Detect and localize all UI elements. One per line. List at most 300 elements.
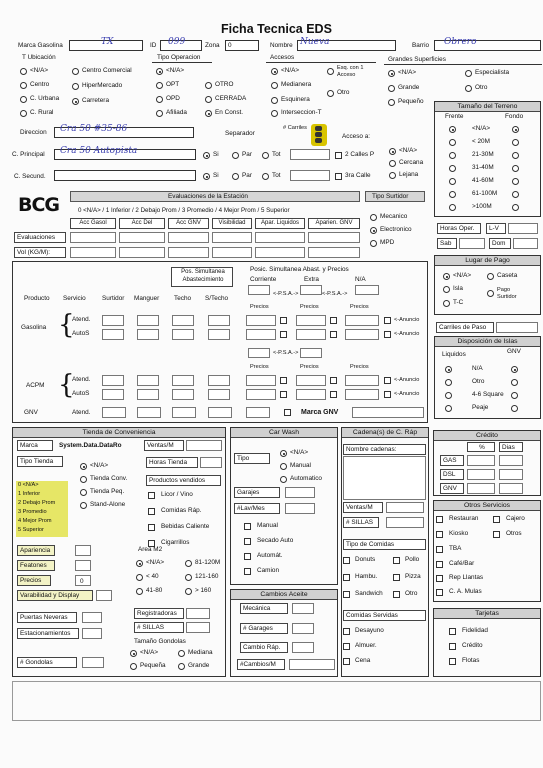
comida-check[interactable]: [393, 591, 400, 598]
accesos-title: Accesos: [270, 54, 295, 61]
eval-cell[interactable]: [308, 232, 360, 243]
disposicion-row-label: N/A: [472, 365, 483, 372]
anuncio-label: <-Anuncio: [394, 377, 420, 383]
ubicacion-cc-radio[interactable]: [72, 68, 79, 75]
tipoop-opt-radio[interactable]: [156, 82, 163, 89]
area-label: Area M2: [138, 546, 163, 553]
precio-cell[interactable]: [102, 315, 124, 326]
principal-par-radio[interactable]: [232, 152, 239, 159]
carwash-check-label: Secado Auto: [257, 537, 294, 544]
accesos-interseccion-radio[interactable]: [271, 110, 278, 117]
precio-value-cell[interactable]: [345, 375, 379, 386]
accesos-medianera-radio[interactable]: [271, 82, 278, 89]
carriles-pago-field[interactable]: [496, 322, 538, 333]
na-label: N/A: [355, 276, 366, 283]
tipoop-otro-radio[interactable]: [205, 82, 212, 89]
si-label: Si: [213, 172, 219, 179]
cambio-rap-label: Cambio Ráp.: [240, 642, 288, 653]
frente-radio[interactable]: [449, 152, 456, 159]
precio-value-cell[interactable]: [246, 375, 276, 386]
surtidor-mpd-radio[interactable]: [370, 240, 377, 247]
corriente-label: Corriente: [250, 276, 277, 283]
comida-check[interactable]: [343, 574, 350, 581]
pago-na-radio[interactable]: [443, 273, 450, 280]
gnv-check[interactable]: [284, 409, 291, 416]
servida-check[interactable]: [343, 658, 350, 665]
carwash-manual-radio[interactable]: [280, 463, 287, 470]
precio-cell[interactable]: [208, 375, 230, 386]
acceso-cercana-radio[interactable]: [389, 160, 396, 167]
dos-calles-label: 2 Calles P: [345, 151, 375, 158]
garajes-field[interactable]: [285, 487, 315, 498]
anuncio-check[interactable]: [384, 377, 391, 384]
producto-label: Cigarrillos: [161, 539, 190, 546]
surtidor-mecanico-radio[interactable]: [370, 214, 377, 221]
comida-check[interactable]: [393, 574, 400, 581]
precio-value-cell[interactable]: [246, 389, 276, 400]
barrio-value: Obrero: [444, 37, 477, 47]
tienda-tipo-radio[interactable]: [80, 476, 87, 483]
tipoop-opt-label: Afiliada: [166, 109, 187, 116]
mecanica-field[interactable]: [292, 603, 314, 614]
psa-label: <-P.S.A.->: [322, 291, 348, 297]
precio-cell[interactable]: [208, 315, 230, 326]
carriles-pago-label: Carriles de Paso: [436, 322, 494, 333]
grandes-grande-radio[interactable]: [388, 85, 395, 92]
servida-check[interactable]: [343, 643, 350, 650]
tienda-eval-label: Varabilidad y Display: [17, 590, 93, 601]
psa-label: <-P.S.A.->: [273, 291, 299, 297]
gnv-radio[interactable]: [511, 392, 518, 399]
pago-isla-radio[interactable]: [443, 286, 450, 293]
otros-check[interactable]: [493, 531, 500, 538]
garages-field[interactable]: [292, 623, 314, 634]
precio-check[interactable]: [280, 391, 287, 398]
otros-check[interactable]: [436, 516, 443, 523]
precio-value-cell[interactable]: [296, 315, 326, 326]
ubicacion-na-radio[interactable]: [20, 68, 27, 75]
lv-field[interactable]: [508, 223, 538, 234]
notes-area[interactable]: [12, 681, 541, 721]
gondola-na-radio[interactable]: [130, 650, 137, 657]
pago-tc-radio[interactable]: [443, 300, 450, 307]
producto-check[interactable]: [148, 492, 155, 499]
sab-label: Sab: [437, 238, 457, 249]
grandes-especialista-radio[interactable]: [465, 70, 472, 77]
area-label: 41-80: [146, 587, 163, 594]
credito-pct-field[interactable]: [467, 469, 495, 480]
cadena-ventas-field[interactable]: [386, 502, 424, 513]
gondola-mediana-radio[interactable]: [178, 650, 185, 657]
principal-tot-radio[interactable]: [262, 152, 269, 159]
tercera-calle-check[interactable]: [335, 173, 342, 180]
carwash-check[interactable]: [244, 553, 251, 560]
acpm-psa-cell[interactable]: [300, 348, 322, 358]
gas-psa-cell[interactable]: [355, 285, 379, 295]
area-radio[interactable]: [136, 588, 143, 595]
precio-value-cell[interactable]: [296, 375, 326, 386]
vol-cell[interactable]: [212, 247, 252, 258]
anuncio-check[interactable]: [384, 391, 391, 398]
ubicacion-rural-radio[interactable]: [20, 110, 27, 117]
tarjeta-check[interactable]: [449, 643, 456, 650]
precio-cell[interactable]: [208, 329, 230, 340]
gnv-radio[interactable]: [511, 366, 518, 373]
comida-label: Donuts: [355, 556, 376, 563]
tipoop-afiliada-radio[interactable]: [156, 110, 163, 117]
credito-dias-field[interactable]: [499, 483, 523, 494]
otros-label: C. A. Mulas: [449, 588, 482, 595]
pos-sim-label: Pos. Simultanea Abastecimiento: [171, 267, 233, 287]
area-radio[interactable]: [136, 560, 143, 567]
disposicion-title: Disposición de Islas: [435, 337, 540, 347]
accesos-opt-label: Interseccion-T: [281, 109, 322, 116]
precio-value-cell[interactable]: [246, 315, 276, 326]
precio-cell[interactable]: [137, 329, 159, 340]
precio-cell[interactable]: [102, 375, 124, 386]
gnv-cell[interactable]: [246, 407, 270, 418]
liquidos-radio[interactable]: [445, 379, 452, 386]
ubicacion-hiper-radio[interactable]: [72, 83, 79, 90]
carwash-na-radio[interactable]: [280, 450, 287, 457]
grandes-title: Grandes Superficies: [388, 56, 446, 63]
otros-check[interactable]: [436, 589, 443, 596]
precio-check[interactable]: [280, 377, 287, 384]
credito-pct-field[interactable]: [467, 483, 495, 494]
cadena-title: Cadena(s) de C. Ráp: [342, 428, 428, 438]
eval-col-header: Apar. Liquidos: [255, 218, 305, 229]
surtidor-electronico-radio[interactable]: [370, 227, 377, 234]
si-label: Si: [213, 151, 219, 158]
gas-psa-cell[interactable]: [248, 285, 270, 295]
cambios-m-field[interactable]: [289, 659, 335, 670]
credito-dias-field[interactable]: [499, 455, 523, 466]
tipoop-opd-radio[interactable]: [156, 96, 163, 103]
tarjeta-check[interactable]: [449, 658, 456, 665]
comida-label: Hambu.: [355, 573, 378, 580]
tienda-eval-field[interactable]: [96, 590, 112, 601]
precio-value-cell[interactable]: [296, 389, 326, 400]
precio-check[interactable]: [330, 377, 337, 384]
nombre-value: Nueva: [300, 37, 330, 47]
pago-opt-label: Isla: [453, 285, 463, 292]
lugar-pago-section: [434, 255, 541, 315]
liquidos-radio[interactable]: [445, 405, 452, 412]
precio-col-header: Manguer: [134, 295, 160, 302]
acceso-cercana-label: Cercana: [399, 159, 424, 166]
gnv-row-label: GNV: [24, 409, 38, 416]
accesos-opt-label: Medianera: [281, 81, 312, 88]
form-title: Ficha Tecnica EDS: [221, 22, 332, 36]
ubicacion-urbana-radio[interactable]: [20, 96, 27, 103]
lav-mes-field[interactable]: [285, 503, 315, 514]
servida-check[interactable]: [343, 628, 350, 635]
area-radio[interactable]: [136, 574, 143, 581]
frente-radio[interactable]: [449, 191, 456, 198]
gondola-opt-label: <N/A>: [140, 649, 159, 656]
precio-cell[interactable]: [102, 389, 124, 400]
fondo-radio[interactable]: [512, 191, 519, 198]
par-label: Par: [242, 151, 252, 158]
accesos-esq1-radio[interactable]: [327, 68, 334, 75]
gnv-cell[interactable]: [137, 407, 161, 418]
precio-value-cell[interactable]: [345, 315, 379, 326]
eval-cell[interactable]: [70, 232, 116, 243]
acpm-label: ACPM: [26, 382, 45, 389]
tienda-tipo-radio[interactable]: [80, 502, 87, 509]
liquidos-radio[interactable]: [445, 392, 452, 399]
grandes-pequeno-radio[interactable]: [388, 99, 395, 106]
pago-surtidor-radio[interactable]: [487, 290, 494, 297]
lugar-pago-title: Lugar de Pago: [435, 256, 540, 266]
area-radio[interactable]: [185, 588, 192, 595]
grandes-na-radio[interactable]: [388, 70, 395, 77]
frente-radio[interactable]: [449, 126, 456, 133]
tipoop-opt-label: OPT: [166, 81, 180, 88]
credito-dias-field[interactable]: [499, 469, 523, 480]
precio-cell[interactable]: [172, 375, 194, 386]
area-radio[interactable]: [185, 574, 192, 581]
precio-check[interactable]: [280, 331, 287, 338]
tarjeta-check[interactable]: [449, 628, 456, 635]
tipoop-opt-label: En Const.: [215, 109, 244, 116]
tipoop-enconst-radio[interactable]: [205, 110, 212, 117]
tienda-ventas-field[interactable]: [186, 440, 222, 451]
fondo-radio[interactable]: [512, 139, 519, 146]
gnv-radio[interactable]: [511, 379, 518, 386]
acceso-na-radio[interactable]: [389, 148, 396, 155]
carwash-check[interactable]: [244, 538, 251, 545]
atend-label: Atend.: [72, 316, 91, 323]
frente-radio[interactable]: [449, 178, 456, 185]
atend-label: AutoS: [72, 330, 90, 337]
lav-mes-label: #Lav/Mes: [234, 503, 280, 514]
otros-label: Kiosko: [449, 530, 469, 537]
precio-value-cell[interactable]: [345, 389, 379, 400]
acpm-psa-cell[interactable]: [248, 348, 270, 358]
dos-calles-check[interactable]: [335, 152, 342, 159]
tienda-tipo-label: <N/A>: [90, 462, 109, 469]
accesos-otro-radio[interactable]: [327, 90, 334, 97]
estacionamientos-field[interactable]: [82, 628, 102, 639]
precio-col-header: Surtidor: [102, 295, 125, 302]
eval-cell[interactable]: [255, 232, 305, 243]
precio-col-header: Producto: [24, 295, 50, 302]
precio-check[interactable]: [330, 331, 337, 338]
liquidos-label: Liquidos: [442, 351, 466, 358]
otros-check[interactable]: [493, 516, 500, 523]
scale-label: 0 <N/A>: [18, 482, 39, 488]
cadena-sillas-field[interactable]: [386, 517, 424, 528]
precio-value-cell[interactable]: [345, 329, 379, 340]
vol-cell[interactable]: [255, 247, 305, 258]
servida-label: Cena: [355, 657, 371, 664]
precio-cell[interactable]: [172, 389, 194, 400]
gnv-label: GNV: [507, 348, 521, 355]
fondo-radio[interactable]: [512, 152, 519, 159]
otros-check[interactable]: [436, 575, 443, 582]
precio-cell[interactable]: [172, 329, 194, 340]
area-radio[interactable]: [185, 560, 192, 567]
vol-cell[interactable]: [168, 247, 209, 258]
credito-row-label: GNV: [440, 483, 464, 494]
precio-check[interactable]: [330, 391, 337, 398]
eval-cell[interactable]: [168, 232, 209, 243]
secund-tot-radio[interactable]: [262, 173, 269, 180]
cadena-ventas-label: Ventas/M: [343, 502, 383, 513]
carwash-auto-radio[interactable]: [280, 476, 287, 483]
principal-si-radio[interactable]: [203, 152, 210, 159]
comida-check[interactable]: [343, 557, 350, 564]
nombre-cadenas-field[interactable]: [343, 456, 426, 500]
comida-check[interactable]: [393, 557, 400, 564]
accesos-na-radio[interactable]: [271, 68, 278, 75]
fondo-radio[interactable]: [512, 178, 519, 185]
horas-oper-label: Horas Oper.: [437, 223, 481, 234]
credito-pct-field[interactable]: [467, 455, 495, 466]
precio-cell[interactable]: [102, 329, 124, 340]
accesos-esquinera-radio[interactable]: [271, 97, 278, 104]
registradoras-label: Registradoras: [134, 608, 184, 619]
tienda-sillas-field[interactable]: [186, 622, 210, 633]
ubicacion-opt-label: Centro Comercial: [82, 67, 132, 74]
marca-gnv-field[interactable]: [352, 407, 424, 418]
ubicacion-opt-label: C. Urbana: [30, 95, 60, 102]
pago-caseta-radio[interactable]: [487, 273, 494, 280]
secund-si-radio[interactable]: [203, 173, 210, 180]
surtidor-opt-label: Mecanico: [380, 213, 408, 220]
tienda-eval-field[interactable]: [75, 545, 91, 556]
gnv-radio[interactable]: [511, 405, 518, 412]
tienda-tipo-label: Tienda Peq.: [90, 488, 125, 495]
traffic-light-icon: [311, 124, 327, 146]
carwash-check[interactable]: [244, 523, 251, 530]
frente-radio[interactable]: [449, 165, 456, 172]
otros-label: Rep Llantas: [449, 574, 484, 581]
eval-col-header: Acc Gasol: [70, 218, 116, 229]
terreno-row-label: >100M: [472, 203, 492, 210]
tipoop-opt-label: OTRO: [215, 81, 234, 88]
liquidos-radio[interactable]: [445, 366, 452, 373]
ubicacion-carretera-radio[interactable]: [72, 98, 79, 105]
horas-tienda-label: Horas Tienda: [146, 457, 198, 468]
cambios-m-label: #Cambios/M: [237, 659, 285, 670]
ubicacion-opt-label: <N/A>: [30, 67, 49, 74]
carwash-opt-label: <N/A>: [290, 449, 309, 456]
cadena-sillas-label: # SILLAS: [343, 517, 379, 528]
otros-check[interactable]: [436, 561, 443, 568]
carriles-principal-field[interactable]: [290, 149, 330, 160]
otros-check[interactable]: [436, 546, 443, 553]
vol-cell[interactable]: [119, 247, 165, 258]
producto-check[interactable]: [148, 508, 155, 515]
tipoop-na-radio[interactable]: [156, 68, 163, 75]
producto-check[interactable]: [148, 524, 155, 531]
registradoras-field[interactable]: [186, 608, 210, 619]
acceso-lejana-radio[interactable]: [389, 172, 396, 179]
gnv-cell[interactable]: [172, 407, 196, 418]
grandes-opt-label: <N/A>: [398, 69, 417, 76]
vol-cell[interactable]: [70, 247, 116, 258]
anuncio-check[interactable]: [384, 331, 391, 338]
carriles-secund-field[interactable]: [290, 170, 330, 181]
marca-label: Marca Gasolina: [18, 42, 63, 49]
tamano-terreno-title: Tamaño del Terreno: [435, 102, 540, 112]
precio-cell[interactable]: [208, 389, 230, 400]
precio-cell[interactable]: [137, 375, 159, 386]
posic-label: Posic. Simultanea Abast. y Precios: [250, 266, 349, 273]
frente-radio[interactable]: [449, 139, 456, 146]
gnv-cell[interactable]: [102, 407, 126, 418]
area-label: 121-160: [195, 573, 219, 580]
precio-cell[interactable]: [172, 315, 194, 326]
credito-pct-label: %: [467, 442, 495, 452]
precio-cell[interactable]: [137, 315, 159, 326]
tienda-tipo-radio[interactable]: [80, 463, 87, 470]
fondo-radio[interactable]: [512, 165, 519, 172]
grandes-opt-label: Otro: [475, 84, 488, 91]
comida-check[interactable]: [343, 591, 350, 598]
id-value: 099: [168, 37, 186, 47]
puertas-label: Puertas Neveras: [17, 612, 77, 623]
otros-check[interactable]: [436, 531, 443, 538]
brace-icon: {: [58, 310, 75, 340]
sab-field[interactable]: [459, 238, 485, 249]
puertas-field[interactable]: [82, 612, 102, 623]
horas-tienda-field[interactable]: [200, 457, 222, 468]
gondola-pequena-radio[interactable]: [130, 663, 137, 670]
fondo-radio[interactable]: [512, 204, 519, 211]
divider: [266, 62, 376, 63]
gondola-grande-radio[interactable]: [178, 663, 185, 670]
dom-label: Dom: [489, 238, 511, 249]
precio-check[interactable]: [280, 317, 287, 324]
direccion-label: Direccion: [20, 129, 47, 136]
estacionamientos-label: Estacionamientos: [17, 628, 79, 639]
eval-cell[interactable]: [212, 232, 252, 243]
ubicacion-centro-radio[interactable]: [20, 82, 27, 89]
gnv-cell[interactable]: [208, 407, 232, 418]
vol-cell[interactable]: [308, 247, 360, 258]
carwash-title: Car Wash: [231, 428, 337, 438]
tienda-tipo-radio[interactable]: [80, 489, 87, 496]
gondola-opt-label: Mediana: [188, 649, 213, 656]
precio-check[interactable]: [330, 317, 337, 324]
gas-psa-cell[interactable]: [300, 285, 322, 295]
carwash-check[interactable]: [244, 568, 251, 575]
tienda-eval-field[interactable]: [75, 560, 91, 571]
precio-value-cell[interactable]: [296, 329, 326, 340]
secund-par-radio[interactable]: [232, 173, 239, 180]
dom-field[interactable]: [513, 238, 538, 249]
cambio-rap-field[interactable]: [292, 642, 314, 653]
precio-value-cell[interactable]: [246, 329, 276, 340]
frente-radio[interactable]: [449, 204, 456, 211]
precio-cell[interactable]: [137, 389, 159, 400]
gnv-atend-label: Atend.: [72, 409, 91, 416]
secund-field[interactable]: [54, 170, 196, 181]
area-label: > 160: [195, 587, 212, 594]
credito-row-label: DSL: [440, 469, 464, 480]
gondolas-field[interactable]: [82, 657, 104, 668]
acceso-na-label: <N/A>: [399, 147, 418, 154]
anuncio-check[interactable]: [384, 317, 391, 324]
grandes-otro-radio[interactable]: [465, 85, 472, 92]
fondo-radio[interactable]: [512, 126, 519, 133]
eval-cell[interactable]: [119, 232, 165, 243]
tipo-surtidor-title: Tipo Surtidor: [372, 193, 409, 200]
tipoop-cerrada-radio[interactable]: [205, 96, 212, 103]
